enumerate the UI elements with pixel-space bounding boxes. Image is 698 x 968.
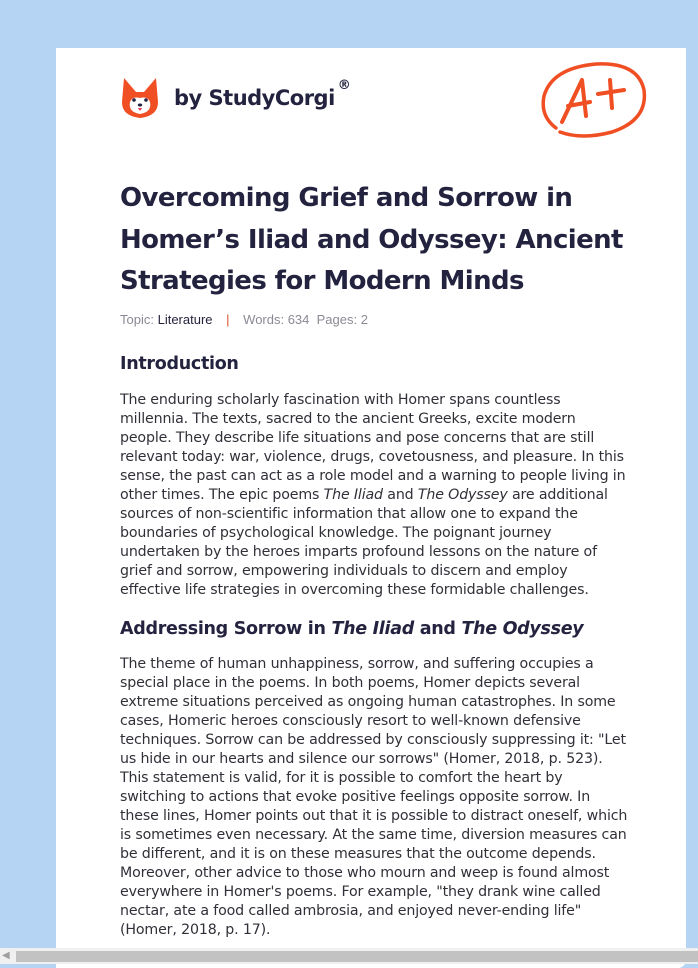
page-count: Pages: 2 [316,312,368,327]
page-title: Overcoming Grief and Sorrow in Homer’s Iliad and Odyssey: Ancient Strategies for Modern Minds [120,183,623,296]
topic-label: Topic: [120,312,154,327]
a-plus-grade-icon [538,58,648,142]
meta-separator: | [226,312,230,327]
topic-link[interactable]: Literature [157,312,213,327]
section-heading-addressing-sorrow: Addressing Sorrow in The Iliad and The Odyssey [120,619,584,639]
addressing-sorrow-paragraph: The theme of human unhappiness, sorrow, and suffering occupies a special place in the poems. In both poems, Homer depicts several extreme situations perceived as ongoing human catastrophes. In some cases, Homeric heroes consciously resort to well-known defensive techniques. Sorrow can be addressed by consciously suppressing it: "Let us hide in our hearts and silence our sorrows" (Homer, 2018, p. 523). This statement is valid, for it is possible to comfort the heart by switching to actions that evoke positive feelings opposite sorrow. In these lines, Homer points out that it is possible to distract oneself, which is sometimes even necessary. At the same time, diversion measures can be different, and it is on these measures that the outcome depends. Moreover, other advice to those who mourn and weep is found almost everywhere in Homer's poems. For example, "they drank wine called nectar, ate a food called ambrosia, and enjoyed never-ending life" (Homer, 2018, p. 17). [120,656,628,938]
scroll-left-arrow-icon[interactable]: ◀ [2,950,10,961]
corgi-icon [120,76,160,120]
document-meta [120,312,368,327]
word-count: Words: 634 [243,312,310,327]
scrollbar-thumb[interactable] [16,951,698,962]
studycorgi-logo[interactable] [120,76,350,120]
document-page [56,48,686,968]
brand-name: by StudyCorgi® [174,78,351,110]
introduction-paragraph: The enduring scholarly fascination with Homer spans countless millennia. The texts, sacred to the ancient Greeks, excite modern people. They describe life situations and pose concerns that are still relevant today: war, violence, drugs, covetousness, and pleasure. In this sense, the past can act as a role model and a warning to people living in other times. The epic poems The Iliad and The Odyssey are additional sources of non-scientific information that allow one to expand the boundaries of psychological knowledge. The poignant journey undertaken by the heroes imparts profound lessons on the nature of grief and sorrow, empowering individuals to discern and employ effective life strategies in overcoming these formidable challenges. [120,392,626,598]
section-heading-introduction: Introduction [120,354,239,374]
horizontal-scrollbar[interactable] [0,948,698,964]
